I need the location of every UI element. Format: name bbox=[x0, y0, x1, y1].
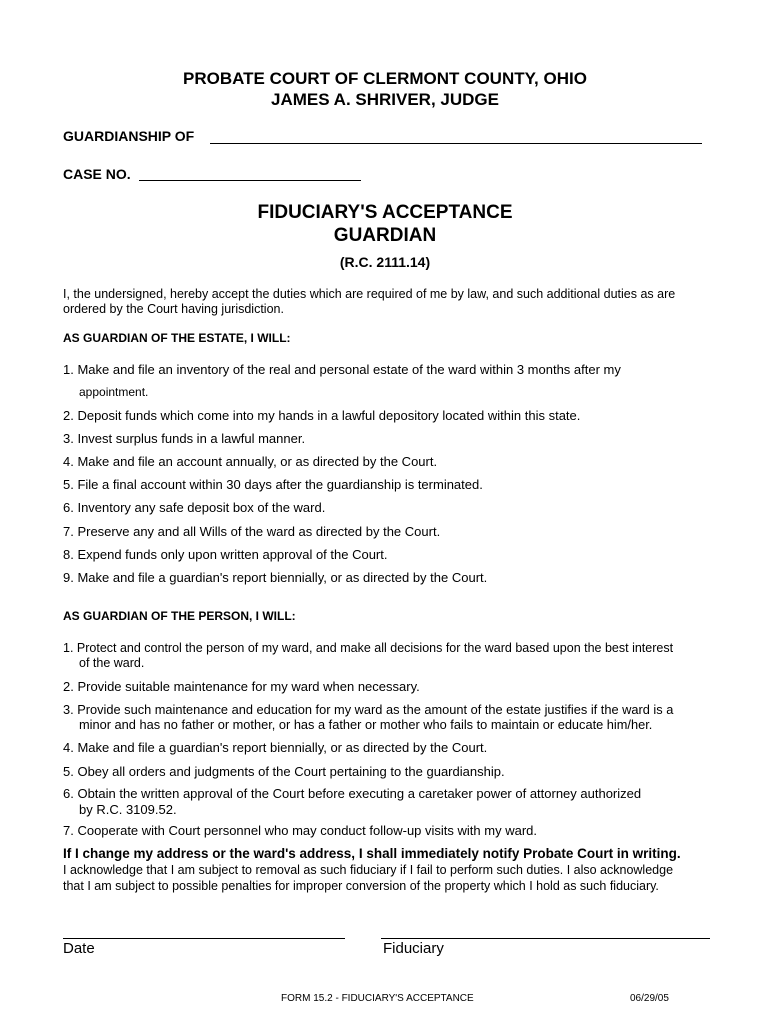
date-label: Date bbox=[63, 940, 95, 957]
person-item-continued: by R.C. 3109.52. bbox=[79, 802, 177, 817]
person-item: 5. Obey all orders and judgments of the Court pertaining to the guardianship. bbox=[63, 764, 505, 779]
estate-item: 3. Invest surplus funds in a lawful manner. bbox=[63, 431, 306, 446]
case-number-label: CASE NO. bbox=[63, 166, 131, 182]
person-item: 1. Protect and control the person of my ward, and make all decisions for the ward based upon the best interest bbox=[63, 641, 674, 655]
estate-item: 2. Deposit funds which come into my hands in a lawful depository located within this state. bbox=[63, 408, 581, 423]
judge-name: JAMES A. SHRIVER, JUDGE bbox=[271, 90, 499, 109]
estate-item: 8. Expend funds only upon written approval of the Court. bbox=[63, 547, 388, 562]
guardianship-field[interactable] bbox=[210, 143, 702, 144]
acknowledgment-line: I acknowledge that I am subject to removal as such fiduciary if I fail to perform such duties. I also acknowledge bbox=[63, 863, 674, 877]
form-date: 06/29/05 bbox=[630, 993, 669, 1004]
person-item: 6. Obtain the written approval of the Court before executing a caretaker power of attorney authorized bbox=[63, 786, 642, 801]
fiduciary-label: Fiduciary bbox=[383, 940, 444, 957]
estate-item: 6. Inventory any safe deposit box of the ward. bbox=[63, 500, 326, 515]
form-subtitle: GUARDIAN bbox=[333, 225, 437, 246]
person-item: 4. Make and file a guardian's report biennially, or as directed by the Court. bbox=[63, 740, 488, 755]
person-item-continued: minor and has no father or mother, or has a father or mother who fails to maintain or educate him/her. bbox=[79, 717, 653, 732]
guardianship-label: GUARDIANSHIP OF bbox=[63, 128, 195, 144]
estate-item: 4. Make and file an account annually, or as directed by the Court. bbox=[63, 454, 438, 469]
form-number: FORM 15.2 - FIDUCIARY'S ACCEPTANCE bbox=[281, 993, 474, 1004]
estate-item-continued: appointment. bbox=[79, 385, 149, 399]
estate-item: 9. Make and file a guardian's report biennially, or as directed by the Court. bbox=[63, 570, 488, 585]
case-number-field[interactable] bbox=[139, 180, 361, 181]
acknowledgment-line: that I am subject to possible penalties for improper conversion of the property which I hold as such fiduciary. bbox=[63, 879, 659, 893]
estate-item: 7. Preserve any and all Wills of the ward as directed by the Court. bbox=[63, 524, 441, 539]
court-name: PROBATE COURT OF CLERMONT COUNTY, OHIO bbox=[183, 69, 587, 88]
person-item: 7. Cooperate with Court personnel who may conduct follow-up visits with my ward. bbox=[63, 823, 537, 838]
person-item: 3. Provide such maintenance and education for my ward as the amount of the estate justifies if the ward is a bbox=[63, 702, 674, 717]
intro-paragraph: I, the undersigned, hereby accept the duties which are required of me by law, and such additional duties as are ordered by the Court having jurisdiction. bbox=[63, 287, 676, 316]
statute-reference: (R.C. 2111.14) bbox=[339, 254, 431, 270]
estate-heading: AS GUARDIAN OF THE ESTATE, I WILL: bbox=[63, 331, 291, 345]
estate-item: 5. File a final account within 30 days after the guardianship is terminated. bbox=[63, 477, 483, 492]
date-signature-line[interactable] bbox=[63, 938, 345, 939]
address-change-notice: If I change my address or the ward's address, I shall immediately notify Probate Court in writing. bbox=[63, 846, 681, 861]
person-item: 2. Provide suitable maintenance for my ward when necessary. bbox=[63, 679, 420, 694]
person-heading: AS GUARDIAN OF THE PERSON, I WILL: bbox=[63, 609, 296, 623]
form-title: FIDUCIARY'S ACCEPTANCE bbox=[257, 202, 513, 223]
person-item-continued: of the ward. bbox=[79, 656, 145, 670]
estate-item: 1. Make and file an inventory of the real and personal estate of the ward within 3 months after my bbox=[63, 362, 621, 377]
fiduciary-signature-line[interactable] bbox=[381, 938, 710, 939]
